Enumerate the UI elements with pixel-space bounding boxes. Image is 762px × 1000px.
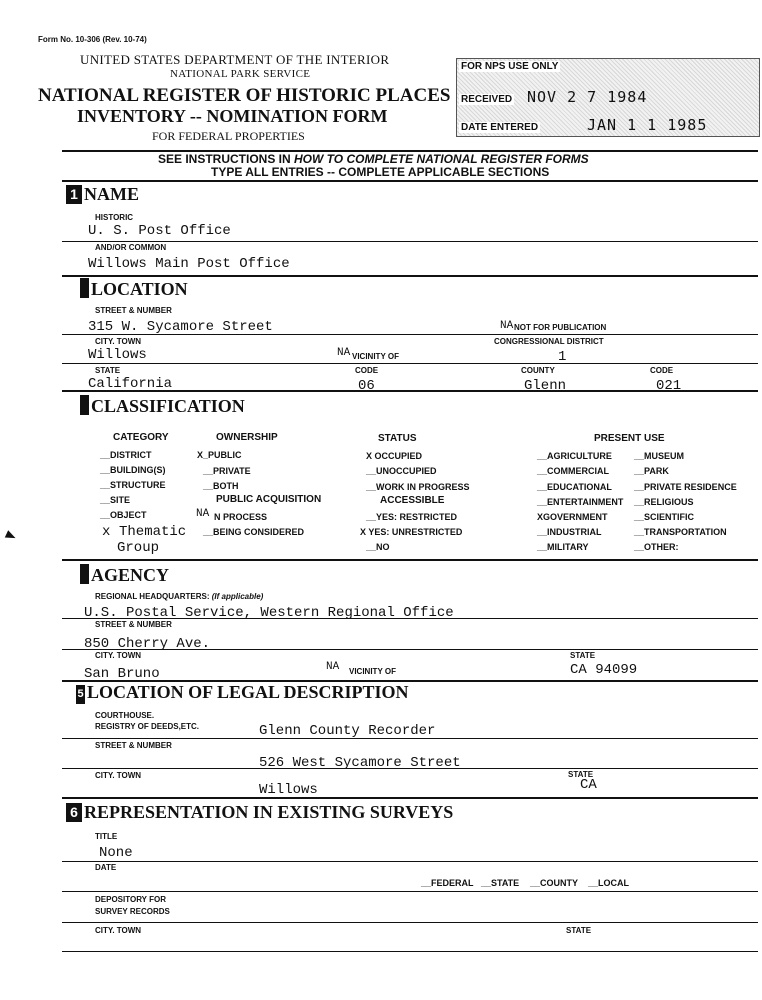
depository-label: DEPOSITORY FOR — [95, 895, 166, 904]
surveys-rule-4 — [62, 951, 758, 952]
survey-city-label: CITY. TOWN — [95, 926, 142, 935]
county-code-field: 021 — [656, 378, 682, 394]
street-field: 315 W. Sycamore Street — [88, 319, 273, 335]
legal-city-label: CITY. TOWN — [95, 771, 142, 780]
department-line: UNITED STATES DEPARTMENT OF THE INTERIOR — [80, 52, 390, 67]
city-field: Willows — [88, 347, 147, 363]
service-line: NATIONAL PARK SERVICE — [170, 68, 311, 80]
state-code-label: CODE — [355, 366, 379, 375]
state-field: California — [88, 376, 173, 392]
survey-date-label: DATE — [95, 863, 117, 872]
category-site: __SITE — [100, 495, 131, 505]
legal-rule-2 — [62, 768, 758, 769]
category-object: __OBJECT — [100, 510, 147, 520]
legal-street-field: 526 West Sycamore Street — [259, 755, 461, 771]
status-heading: STATUS — [378, 433, 417, 444]
use-agriculture: __AGRICULTURE — [537, 451, 612, 461]
vicinity-label: VICINITY OF — [352, 352, 399, 361]
agency-section-heading — [80, 564, 169, 586]
status-unoccupied: __UNOCCUPIED — [366, 466, 437, 476]
headquarters-label-text: REGIONAL HEADQUARTERS: — [95, 592, 210, 601]
margin-arrow-mark — [5, 530, 17, 541]
use-park: __PARK — [634, 466, 669, 476]
agency-city-field: San Bruno — [84, 666, 160, 682]
public-acquisition-heading: PUBLIC ACQUISITION — [216, 494, 322, 505]
received-date-stamp: NOV 2 7 1984 — [527, 88, 648, 106]
accessible-unrestricted: X YES: UNRESTRICTED — [360, 527, 463, 537]
agency-state-field: CA 94099 — [570, 662, 638, 678]
agency-vicinity-mark: NA — [326, 661, 340, 673]
use-transportation: __TRANSPORTATION — [634, 527, 727, 537]
common-name-field: Willows Main Post Office — [88, 256, 290, 272]
legal-city-field: Willows — [259, 782, 318, 798]
nps-use-label: FOR NPS USE ONLY — [461, 61, 559, 72]
historic-name-field: U. S. Post Office — [88, 223, 231, 239]
agency-rule-2 — [62, 649, 758, 650]
thematic-line2: Group — [117, 540, 160, 556]
use-military: __MILITARY — [537, 542, 589, 552]
survey-title-label: TITLE — [95, 832, 118, 841]
accessible-restricted: __YES: RESTRICTED — [366, 512, 458, 522]
agency-city-label: CITY. TOWN — [95, 651, 142, 660]
legal-description-section-heading — [76, 682, 409, 704]
form-title: NATIONAL REGISTER OF HISTORIC PLACES — [38, 85, 451, 106]
federal-properties-line: FOR FEDERAL PROPERTIES — [152, 129, 305, 143]
legal-rule-3 — [62, 797, 758, 799]
status-work-in-progress: __WORK IN PROGRESS — [366, 482, 470, 492]
headquarters-field: U.S. Postal Service, Western Regional Office — [84, 605, 454, 621]
category-district: __DISTRICT — [100, 450, 152, 460]
common-name-label: AND/OR COMMON — [95, 243, 167, 252]
agency-street-label: STREET & NUMBER — [95, 620, 172, 629]
courthouse-field: Glenn County Recorder — [259, 723, 436, 739]
county-code-label: CODE — [650, 366, 674, 375]
form-number: Form No. 10-306 (Rev. 10-74) — [38, 35, 147, 44]
ownership-both: __BOTH — [203, 481, 239, 491]
section-3-badge — [80, 395, 89, 415]
section-6-badge: 6 — [66, 803, 82, 822]
name-heading-text: NAME — [84, 184, 139, 204]
nps-use-box — [456, 58, 760, 137]
survey-state-label: STATE — [566, 926, 592, 935]
accessible-heading: ACCESSIBLE — [380, 495, 445, 506]
ownership-private: __PRIVATE — [203, 466, 251, 476]
agency-rule-1 — [62, 618, 758, 619]
instructions-title: HOW TO COMPLETE NATIONAL REGISTER FORMS — [294, 152, 589, 166]
section-4-badge — [80, 564, 89, 584]
level-federal: __FEDERAL — [421, 878, 474, 888]
category-heading: CATEGORY — [113, 432, 169, 443]
district-field: 1 — [558, 349, 567, 365]
date-entered-label: DATE ENTERED — [461, 122, 539, 133]
form-subtitle: INVENTORY -- NOMINATION FORM — [77, 106, 388, 126]
classification-heading-text: CLASSIFICATION — [91, 396, 245, 416]
use-entertainment: __ENTERTAINMENT — [537, 497, 624, 507]
instructions-line1 — [158, 152, 589, 166]
acquisition-being-considered: __BEING CONSIDERED — [203, 527, 305, 537]
category-structure: __STRUCTURE — [100, 480, 166, 490]
classification-section-heading — [80, 395, 245, 417]
surveys-rule-2 — [62, 891, 758, 892]
legal-heading-text: LOCATION OF LEGAL DESCRIPTION — [87, 682, 409, 702]
classification-rule — [62, 559, 758, 561]
vicinity-mark: NA — [337, 347, 351, 359]
location-section-heading — [80, 278, 188, 300]
section-2-badge — [80, 278, 89, 298]
name-rule-2 — [62, 275, 758, 277]
ownership-public: X_PUBLIC — [197, 450, 242, 460]
ownership-heading: OWNERSHIP — [216, 432, 278, 443]
surveys-heading-text: REPRESENTATION IN EXISTING SURVEYS — [84, 802, 454, 822]
surveys-rule-1 — [62, 861, 758, 862]
thematic-line1: Thematic — [119, 524, 187, 540]
received-label: RECEIVED — [461, 94, 513, 105]
acquisition-mark: NA — [196, 508, 210, 520]
section-5-badge: 5 — [76, 685, 85, 704]
use-private-residence: __PRIVATE RESIDENCE — [634, 482, 737, 492]
headquarters-note: (If applicable) — [211, 592, 264, 601]
agency-state-label: STATE — [570, 651, 596, 660]
city-label: CITY. TOWN — [95, 337, 142, 346]
instructions-rule — [62, 180, 758, 182]
present-use-heading: PRESENT USE — [594, 433, 665, 444]
state-code-field: 06 — [358, 378, 375, 394]
use-religious: __RELIGIOUS — [634, 497, 694, 507]
agency-heading-text: AGENCY — [91, 565, 170, 585]
county-field: Glenn — [524, 378, 567, 394]
level-county: __COUNTY — [530, 878, 579, 888]
level-local: __LOCAL — [588, 878, 630, 888]
location-rule-3 — [62, 390, 758, 392]
historic-label: HISTORIC — [95, 213, 134, 222]
status-occupied: X OCCUPIED — [366, 451, 423, 461]
use-museum: __MUSEUM — [634, 451, 685, 461]
instructions-prefix: SEE INSTRUCTIONS IN — [158, 152, 295, 166]
instructions-line2: TYPE ALL ENTRIES -- COMPLETE APPLICABLE SECTIONS — [211, 165, 550, 179]
entered-date-stamp: JAN 1 1 1985 — [587, 116, 708, 134]
state-label: STATE — [95, 366, 121, 375]
agency-vicinity-label: VICINITY OF — [349, 667, 396, 676]
agency-street-field: 850 Cherry Ave. — [84, 636, 211, 652]
acquisition-in-process: N PROCESS — [214, 512, 268, 522]
registry-label: REGISTRY OF DEEDS,ETC. — [95, 722, 200, 731]
use-other: __OTHER: — [634, 542, 679, 552]
county-label: COUNTY — [521, 366, 555, 375]
thematic-mark: x — [102, 524, 111, 540]
headquarters-label — [95, 592, 263, 601]
not-for-publication-label: NOT FOR PUBLICATION — [514, 323, 607, 332]
use-commercial: __COMMERCIAL — [537, 466, 610, 476]
location-heading-text: LOCATION — [91, 279, 188, 299]
legal-state-field: CA — [580, 777, 597, 793]
use-scientific: __SCIENTIFIC — [634, 512, 695, 522]
name-rule-1 — [62, 241, 758, 242]
use-educational: __EDUCATIONAL — [537, 482, 612, 492]
use-government: XGOVERNMENT — [537, 512, 608, 522]
district-label: CONGRESSIONAL DISTRICT — [494, 337, 604, 346]
level-state: __STATE — [481, 878, 520, 888]
use-industrial: __INDUSTRIAL — [537, 527, 602, 537]
location-rule-2 — [62, 363, 758, 364]
legal-street-label: STREET & NUMBER — [95, 741, 172, 750]
street-label: STREET & NUMBER — [95, 306, 172, 315]
category-buildings: __BUILDING(S) — [100, 465, 166, 475]
legal-rule-1 — [62, 738, 758, 739]
courthouse-label: COURTHOUSE. — [95, 711, 155, 720]
section-1-badge: 1 — [66, 185, 82, 204]
surveys-section-heading — [66, 802, 453, 823]
surveys-rule-3 — [62, 922, 758, 923]
legal-state-label: STATE — [568, 770, 594, 779]
survey-title-field: None — [99, 845, 133, 861]
name-section-heading — [66, 184, 139, 205]
location-rule-1 — [62, 334, 758, 335]
not-publication-mark: NA — [500, 320, 514, 332]
survey-records-label: SURVEY RECORDS — [95, 907, 170, 916]
accessible-no: __NO — [366, 542, 390, 552]
